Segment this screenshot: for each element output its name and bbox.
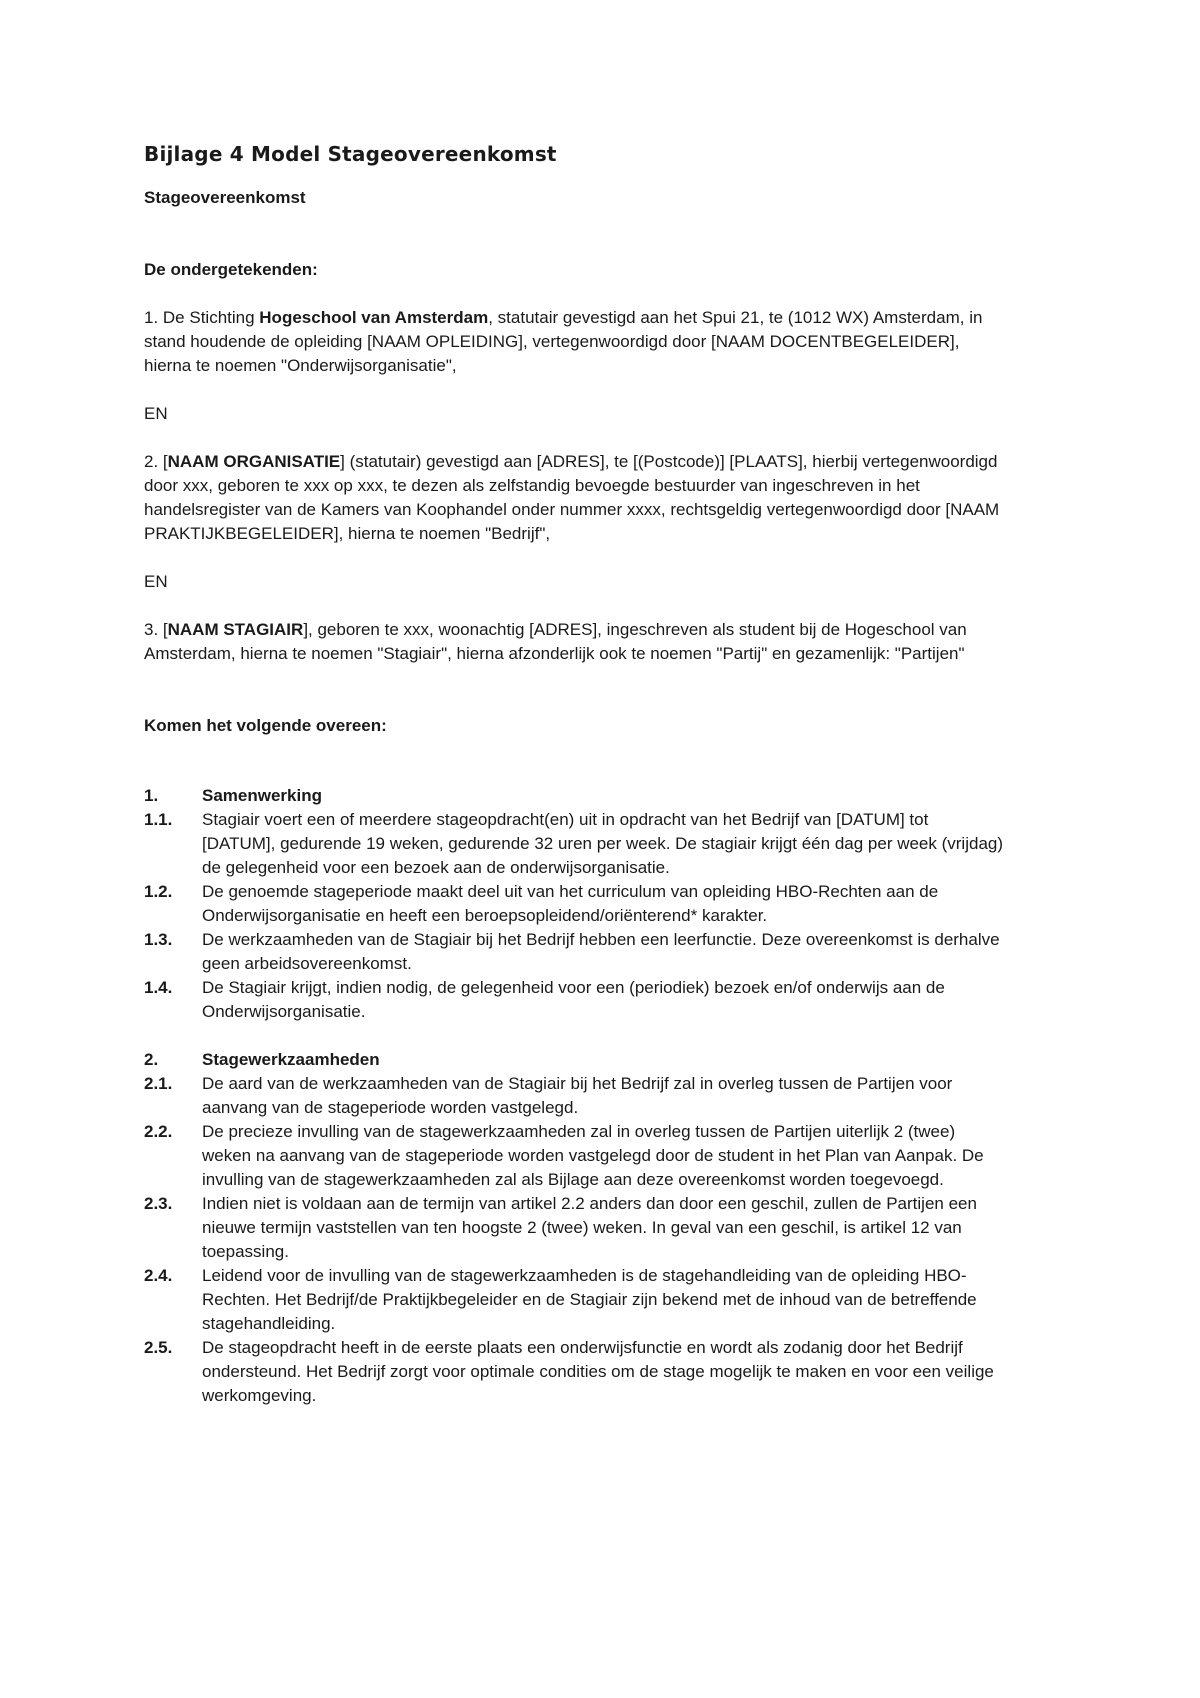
party-1-name: Hogeschool van Amsterdam bbox=[259, 308, 489, 327]
clause-text: De stageopdracht heeft in de eerste plaats een onderwijsfunctie en wordt als zodanig door het Bedrijf ondersteund. Het Bedrijf zorgt voor optimale condities om de stage mogelijk te maken en voor een veilige werkomgeving. bbox=[202, 1338, 994, 1405]
clause bbox=[144, 1336, 1004, 1408]
signatories-heading: De ondergetekenden: bbox=[144, 260, 318, 279]
document-subtitle: Stageovereenkomst bbox=[144, 188, 306, 207]
clause-text: De genoemde stageperiode maakt deel uit van het curriculum van opleiding HBO-Rechten aan de Onderwijsorganisatie en heeft een beroepsopleidend/oriënterend* karakter. bbox=[202, 882, 939, 925]
clause-number: 2.1. bbox=[144, 1074, 173, 1093]
clause-number: 1.1. bbox=[144, 810, 173, 829]
section-heading bbox=[144, 784, 1004, 808]
clause bbox=[144, 1072, 1004, 1120]
clause bbox=[144, 976, 1004, 1024]
clause-text: Indien niet is voldaan aan de termijn van artikel 2.2 anders dan door een geschil, zullen de Partijen een nieuwe termijn vaststellen van ten hoogste 2 (twee) weken. In geval van een geschil, is artikel 12 van toepassing. bbox=[202, 1194, 977, 1261]
section-number: 2. bbox=[144, 1050, 159, 1069]
clause bbox=[144, 1192, 1004, 1264]
section-1 bbox=[144, 784, 1004, 1024]
clause-text: De Stagiair krijgt, indien nodig, de gelegenheid voor een (periodiek) bezoek en/of onderwijs aan de Onderwijsorganisatie. bbox=[202, 978, 945, 1021]
clause bbox=[144, 1120, 1004, 1192]
party-3-paragraph: 3. [NAAM STAGIAIR], geboren te xxx, woonachtig [ADRES], ingeschreven als student bij de Hogeschool van Amsterdam, hierna te noemen "Stagiair", hierna afzonderlijk ook te noemen "Partij" en gezamenlijk: "Partijen" bbox=[144, 620, 967, 663]
clause-number: 2.5. bbox=[144, 1338, 173, 1357]
clause-number: 1.3. bbox=[144, 930, 173, 949]
section-2 bbox=[144, 1048, 1004, 1408]
clause bbox=[144, 880, 1004, 928]
section-title: Stagewerkzaamheden bbox=[202, 1050, 380, 1069]
section-title: Samenwerking bbox=[202, 786, 322, 805]
clause-text: De precieze invulling van de stagewerkzaamheden zal in overleg tussen de Partijen uiterlijk 2 (twee) weken na aanvang van de stageperiode worden vastgelegd door de student in het Plan van Aanpak. De invulling van de stagewerkzaamheden zal als Bijlage aan deze overeenkomst worden toegevoegd. bbox=[202, 1122, 984, 1189]
clause-number: 1.4. bbox=[144, 978, 173, 997]
party-2-paragraph: 2. [NAAM ORGANISATIE] (statutair) gevestigd aan [ADRES], te [(Postcode)] [PLAATS], hierbij vertegenwoordigd door xxx, geboren te xxx op xxx, te dezen als zelfstandig bevoegde bestuurder van ingeschreven in het handelsregister van de Kamers van Koophandel onder nummer xxxx, rechtsgeldig vertegenwoordigd door [NAAM PRAKTIJKBEGELEIDER], hierna te noemen "Bedrijf", bbox=[144, 452, 1000, 543]
and-separator-2: EN bbox=[144, 572, 168, 591]
party-3-name: NAAM STAGIAIR bbox=[167, 620, 304, 639]
party-2-name: NAAM ORGANISATIE bbox=[167, 452, 341, 471]
clause-text: De werkzaamheden van de Stagiair bij het Bedrijf hebben een leerfunctie. Deze overeenkomst is derhalve geen arbeidsovereenkomst. bbox=[202, 930, 1000, 973]
clause-text: Leidend voor de invulling van de stagewerkzaamheden is de stagehandleiding van de opleiding HBO-Rechten. Het Bedrijf/de Praktijkbegeleider en de Stagiair zijn bekend met de inhoud van de betreffende stagehandleiding. bbox=[202, 1266, 977, 1333]
clause bbox=[144, 808, 1004, 880]
and-separator-1: EN bbox=[144, 404, 168, 423]
clause-text: De aard van de werkzaamheden van de Stagiair bij het Bedrijf zal in overleg tussen de Partijen voor aanvang van de stageperiode worden vastgelegd. bbox=[202, 1074, 953, 1117]
agreement-heading: Komen het volgende overeen: bbox=[144, 716, 387, 735]
clause-number: 1.2. bbox=[144, 882, 173, 901]
clause bbox=[144, 928, 1004, 976]
section-number: 1. bbox=[144, 786, 159, 805]
clause-text: Stagiair voert een of meerdere stageopdracht(en) uit in opdracht van het Bedrijf van [DATUM] tot [DATUM], gedurende 19 weken, gedurende 32 uren per week. De stagiair krijgt één dag per week (vrijdag) de gelegenheid voor een bezoek aan de onderwijsorganisatie. bbox=[202, 810, 1004, 877]
section-heading bbox=[144, 1048, 1004, 1072]
document-page bbox=[144, 140, 1004, 1408]
clause-number: 2.2. bbox=[144, 1122, 173, 1141]
clause bbox=[144, 1264, 1004, 1336]
party-1-paragraph: 1. De Stichting Hogeschool van Amsterdam, statutair gevestigd aan het Spui 21, te (1012 WX) Amsterdam, in stand houdende de opleiding [NAAM OPLEIDING], vertegenwoordigd door [NAAM DOCENTBEGELEIDER], hierna te noemen "Onderwijsorganisatie", bbox=[144, 308, 983, 375]
clause-number: 2.4. bbox=[144, 1266, 173, 1285]
document-title: Bijlage 4 Model Stageovereenkomst bbox=[144, 142, 557, 166]
clause-number: 2.3. bbox=[144, 1194, 173, 1213]
